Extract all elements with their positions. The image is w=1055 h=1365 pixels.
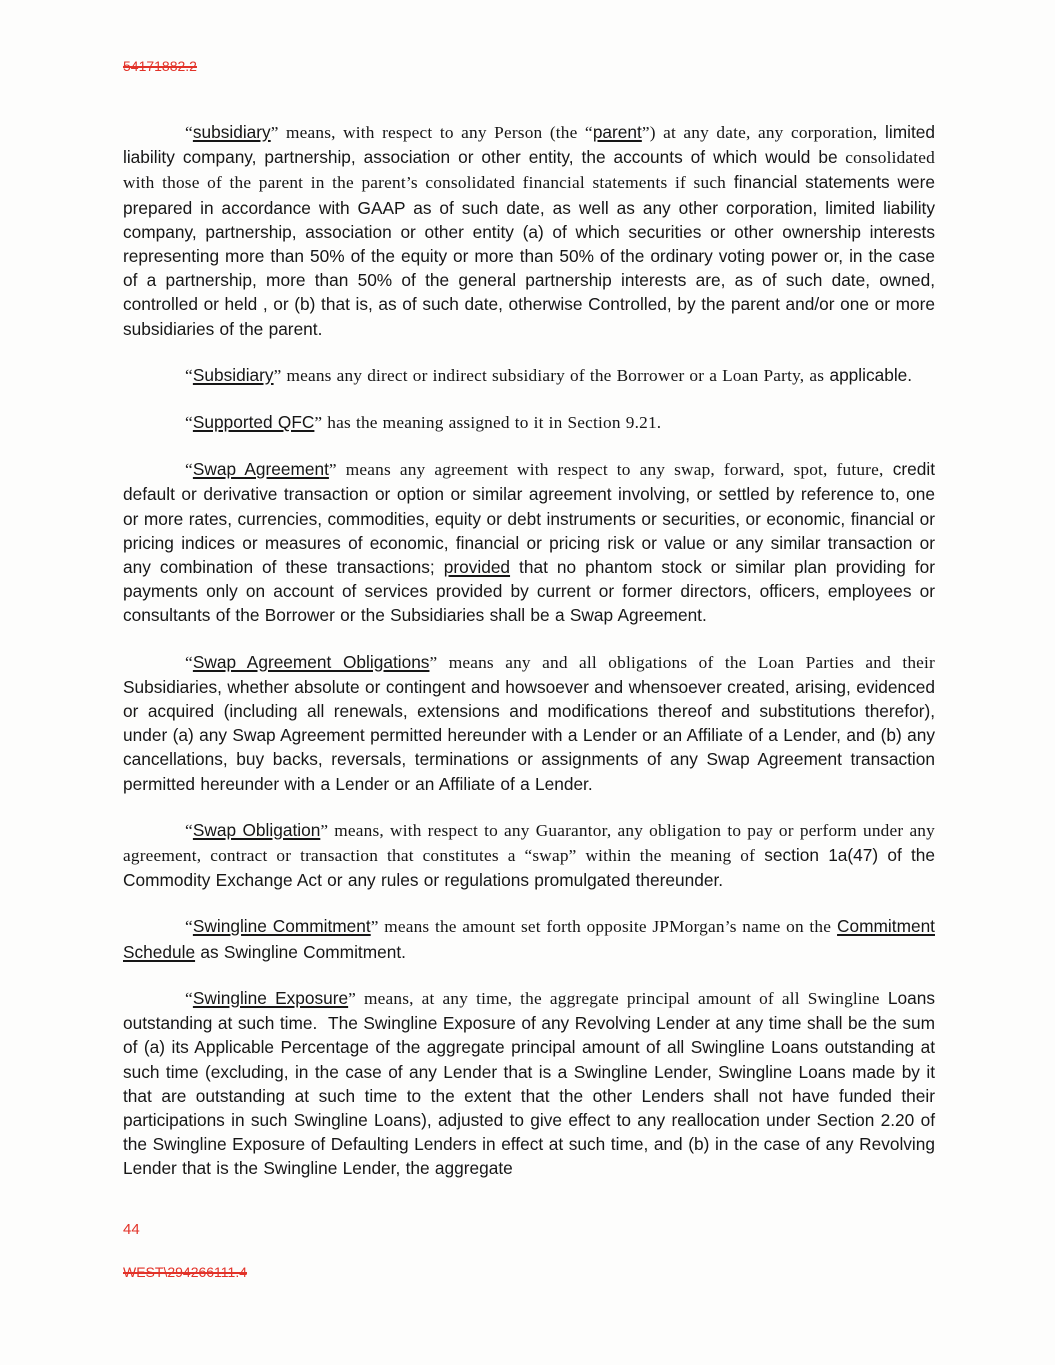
- paragraph-text: “: [185, 652, 193, 672]
- paragraph-text: Subsidiaries, whether absolute or contingent and howsoever and whensoever created, arising, evidenced or acquired (including all renewals, extensions and modifications thereof and substitutions therefor), under (a) any Swap Agreement permitted hereunder with a Lender or an Affiliate of a Lender, and (b) any cancellations, buy backs, reversals, terminations or assignments of any Swap Agreement transaction permitted hereunder with a Lender or an Affiliate of a Lender.: [123, 676, 935, 794]
- document-id-header: 54171882.2: [123, 58, 197, 74]
- paragraph: [123, 410, 935, 435]
- paragraph-text: ” means, at any time, the aggregate principal amount of all Swingline: [348, 988, 880, 1008]
- paragraph-text: limited liability company, partnership, association or other entity, the accounts of which would be: [123, 122, 935, 168]
- paragraph-text: consolidated with those of the parent in the parent’s consolidated financial statements if such: [123, 148, 935, 193]
- defined-term: Swap Obligation: [192, 819, 321, 840]
- paragraph: [123, 457, 935, 627]
- defined-term: Supported QFC: [192, 412, 315, 433]
- paragraph-text: ” means the amount set forth opposite JPMorgan’s name on the: [370, 917, 832, 937]
- defined-term: Swap Agreement Obligations: [192, 651, 430, 672]
- paragraph-text: Loans outstanding at such time. The Swingline Exposure of any Revolving Lender at any time shall be the sum of (a) its Applicable Percentage of the aggregate principal amount of all Swingline Loans outstanding at such time (excluding, in the case of any Lender that is a Swingline Lender, Swingline Loans made by it that are outstanding at such time to the extent that the other Lenders shall not have funded their participations in such Swingline Loans), adjusted to give effect to any reallocation under Section 2.20 of the Swingline Exposure of Defaulting Lenders in effect at such time, and (b) in the case of any Revolving Lender that is the Swingline Lender, the aggregate: [123, 987, 936, 1179]
- paragraph: [123, 818, 935, 893]
- page-number: 44: [123, 1221, 140, 1238]
- defined-term: parent: [592, 122, 642, 142]
- document-footer-id: WEST\294266111.4: [123, 1264, 248, 1280]
- defined-term: provided: [443, 557, 511, 578]
- paragraph: [123, 914, 935, 963]
- paragraph: [123, 650, 935, 796]
- paragraph-text: “: [185, 123, 193, 142]
- paragraph-text: credit default or derivative transaction or option or similar agreement involving, or settled by reference to, one or more rates, currencies, commodities, equity or debt instruments or securities, or economic, financial or pricing indices or measures of economic, financial or pricing risk or value or any similar transaction or any combination of these transactions;: [123, 459, 936, 578]
- defined-term: Subsidiary: [192, 364, 274, 385]
- paragraph-text: ”) at any date, any corporation,: [641, 123, 878, 142]
- paragraph-text: ” means any and all obligations of the Loan Parties and their: [429, 652, 935, 672]
- document-body: [123, 120, 935, 1203]
- paragraph-text: as Swingline Commitment.: [195, 941, 406, 962]
- paragraph-text: ” means, with respect to any Person (the “: [270, 123, 593, 142]
- paragraph-text: section 1a(47) of the Commodity Exchange Act or any rules or regulations promulgated thereunder.: [123, 845, 935, 891]
- defined-term: subsidiary: [192, 122, 271, 142]
- paragraph: [123, 986, 935, 1181]
- paragraph-text: applicable.: [824, 364, 913, 385]
- paragraph-text: that no phantom stock or similar plan providing for payments only on account of services provided by current or former directors, officers, employees or consultants of the Borrower or the Subsidiaries shall be a Swap Agreement.: [123, 557, 935, 626]
- paragraph-text: “: [185, 988, 193, 1008]
- defined-term: Commitment Schedule: [123, 916, 935, 962]
- paragraph-text: ” has the meaning assigned to it in Section 9.21.: [314, 413, 662, 433]
- paragraph-text: ” means any agreement with respect to any swap, forward, spot, future,: [328, 460, 884, 480]
- paragraph: [123, 120, 935, 341]
- paragraph-text: financial statements were prepared in accordance with GAAP as of such date, as well as any other corporation, limited liability company, partnership, association or other entity (a) of which securities or other ownership interests representing more than 50% of the equity or more than 50% of the ordinary voting power or, in the case of a partnership, more than 50% of the general partnership interests are, as of such date, owned, controlled or held , or (b) that is, as of such date, otherwise Controlled, by the parent and/or one or more subsidiaries of the parent.: [123, 172, 935, 339]
- paragraph-text: ” means, with respect to any Guarantor, any obligation to pay or perform under any agreement, contract or transaction that constitutes a “swap” within the meaning of: [123, 820, 935, 866]
- paragraph-text: “: [185, 917, 193, 937]
- defined-term: Swingline Exposure: [192, 987, 349, 1008]
- paragraph-text: “: [185, 460, 193, 480]
- paragraph-text: “: [185, 820, 193, 840]
- paragraph-text: “: [185, 413, 193, 433]
- paragraph: [123, 363, 935, 388]
- defined-term: Swingline Commitment: [192, 916, 371, 937]
- defined-term: Swap Agreement: [192, 459, 329, 480]
- paragraph-text: “: [185, 365, 193, 385]
- paragraph-text: ” means any direct or indirect subsidiary of the Borrower or a Loan Party, as: [273, 365, 825, 385]
